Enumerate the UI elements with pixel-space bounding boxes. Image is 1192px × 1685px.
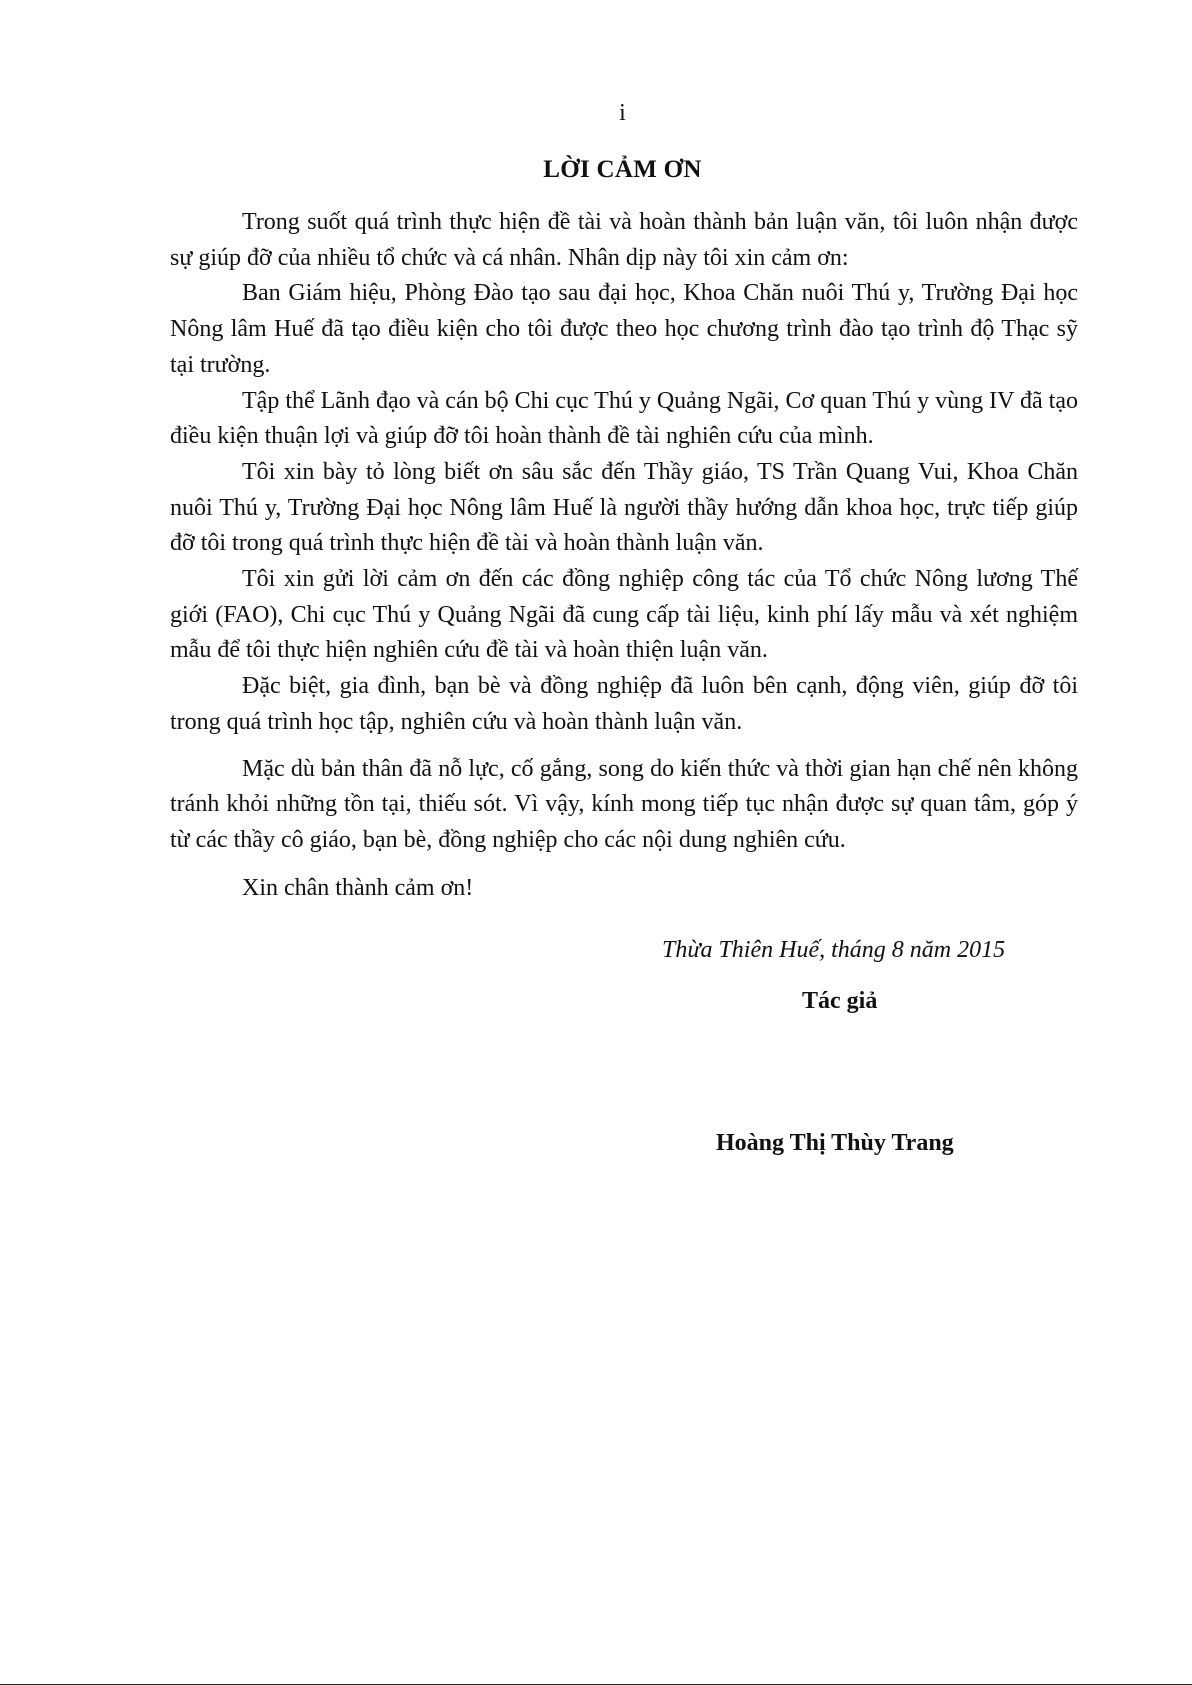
paragraph-colleagues: Tôi xin gửi lời cảm ơn đến các đồng nghiệp công tác của Tổ chức Nông lương Thế giới (FAO), Chi cục Thú y Quảng Ngãi đã cung cấp tài liệu, kinh phí lấy mẫu và xét nghiệm mẫu để tôi thực hiện nghiên cứu đề tài và hoàn thiện luận văn. bbox=[170, 566, 1078, 664]
author-label: Tác giả bbox=[802, 988, 878, 1014]
paragraph-family: Đặc biệt, gia đình, bạn bè và đồng nghiệp đã luôn bên cạnh, động viên, giúp đỡ tôi trong quá trình học tập, nghiên cứu và hoàn thành luận văn. bbox=[170, 673, 1078, 735]
acknowledgement-body bbox=[170, 205, 1078, 906]
page-number: i bbox=[619, 100, 626, 126]
page-title: LỜI CẢM ƠN bbox=[543, 156, 702, 183]
paragraph-supervisor: Tôi xin bày tỏ lòng biết ơn sâu sắc đến Thầy giáo, TS Trần Quang Vui, Khoa Chăn nuôi Thú y, Trường Đại học Nông lâm Huế là người thầy hướng dẫn khoa học, trực tiếp giúp đỡ tôi trong quá trình thực hiện đề tài và hoàn thành luận văn. bbox=[170, 458, 1078, 557]
place-date: Thừa Thiên Huế, tháng 8 năm 2015 bbox=[662, 937, 1006, 963]
paragraph-thanks: Xin chân thành cảm ơn! bbox=[242, 874, 474, 901]
author-name: Hoàng Thị Thùy Trang bbox=[716, 1130, 954, 1156]
paragraph-intro: Trong suốt quá trình thực hiện đề tài và hoàn thành bản luận văn, tôi luôn nhận được sự giúp đỡ của nhiều tổ chức và cá nhân. Nhân dịp này tôi xin cảm ơn: bbox=[170, 209, 1078, 271]
paragraph-university: Ban Giám hiệu, Phòng Đào tạo sau đại học, Khoa Chăn nuôi Thú y, Trường Đại học Nông lâm Huế đã tạo điều kiện cho tôi được theo học chương trình đào tạo trình độ Thạc sỹ tại trường. bbox=[170, 280, 1078, 378]
paragraph-limitations: Mặc dù bản thân đã nỗ lực, cố gắng, song do kiến thức và thời gian hạn chế nên không tránh khỏi những tồn tại, thiếu sót. Vì vậy, kính mong tiếp tục nhận được sự quan tâm, góp ý từ các thầy cô giáo, bạn bè, đồng nghiệp cho các nội dung nghiên cứu. bbox=[170, 755, 1078, 853]
paragraph-veterinary-department: Tập thể Lãnh đạo và cán bộ Chi cục Thú y Quảng Ngãi, Cơ quan Thú y vùng IV đã tạo điều kiện thuận lợi và giúp đỡ tôi hoàn thành đề tài nghiên cứu của mình. bbox=[170, 387, 1078, 450]
